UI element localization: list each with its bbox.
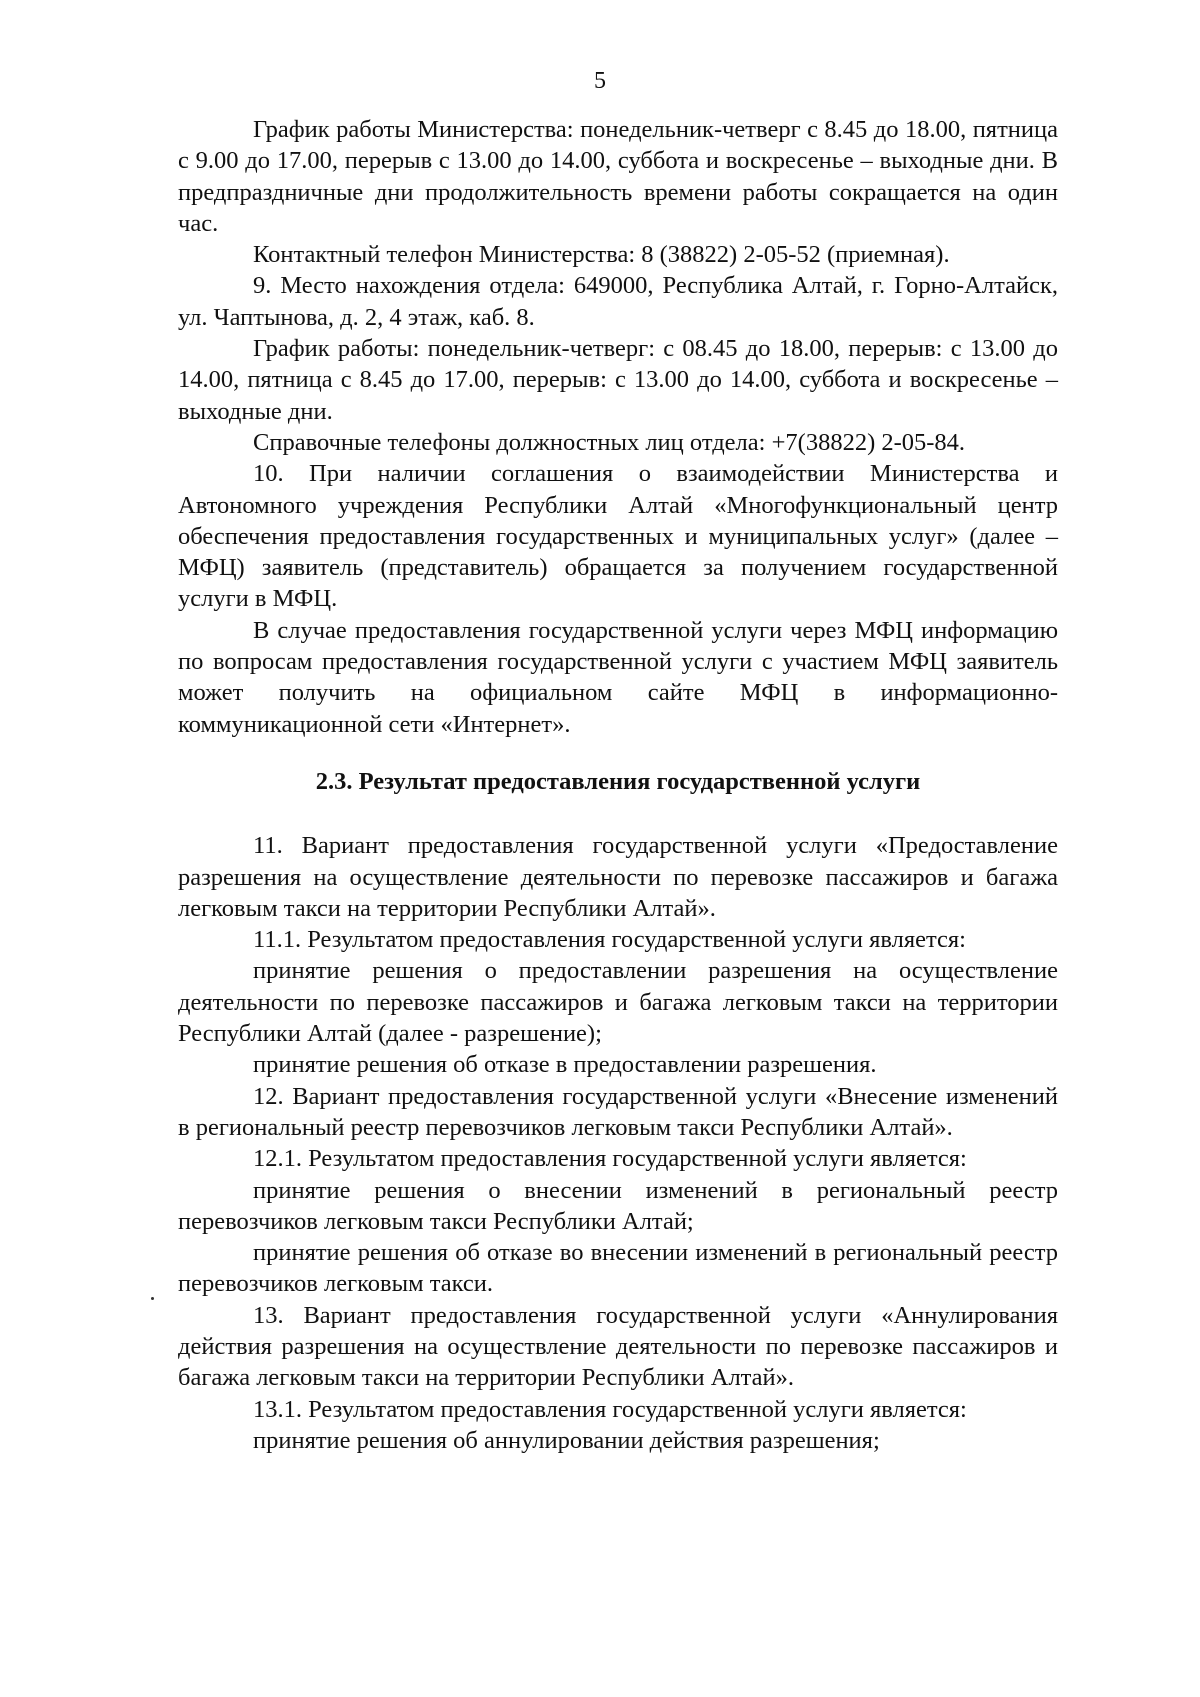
paragraph-work-schedule-ministry: График работы Министерства: понедельник-четверг с 8.45 до 18.00, пятница с 9.00 до 17.00, перерыв с 13.00 до 14.00, суббота и воскресенье – выходные дни. В предпраздничные дни продолжительность времени работы сокращается на один час. (178, 116, 1058, 237)
paragraph-department-phones: Справочные телефоны должностных лиц отдела: +7(38822) 2-05-84. (253, 428, 966, 456)
paragraph-11-1-decision-refusal: принятие решения об отказе в предоставлении разрешения. (253, 1051, 877, 1079)
paragraph-12-1-result: 12.1. Результатом предоставления государственной услуги является: (253, 1145, 967, 1173)
paragraph-10-mfc-agreement: 10. При наличии соглашения о взаимодействии Министерства и Автономного учреждения Республики Алтай «Многофункциональный центр обеспечения предоставления государственных и муниципальных услуг» (далее – МФЦ) заявитель (представитель) обращается за получением государственной услуги в МФЦ. (178, 460, 1058, 613)
paragraph-13-variant: 13. Вариант предоставления государственной услуги «Аннулирования действия разрешения на осуществление деятельности по перевозке пассажиров и багажа легковым такси на территории Республики Алтай». (178, 1301, 1058, 1392)
paragraph-11-1-result: 11.1. Результатом предоставления государственной услуги является: (253, 926, 966, 954)
paragraph-13-1-result: 13.1. Результатом предоставления государственной услуги является: (253, 1395, 967, 1423)
paragraph-9-department-location: 9. Место нахождения отдела: 649000, Республика Алтай, г. Горно-Алтайск, ул. Чаптынова, д. 2, 4 этаж, каб. 8. (178, 272, 1058, 331)
paragraph-12-1-decision-changes: принятие решения о внесении изменений в региональный реестр перевозчиков легковым такси Республики Алтай; (178, 1176, 1058, 1235)
paragraph-12-1-decision-refusal: принятие решения об отказе во внесении изменений в региональный реестр перевозчиков легковым такси. (178, 1239, 1058, 1298)
paragraph-13-1-decision-annul: принятие решения об аннулировании действия разрешения; (253, 1426, 880, 1454)
section-heading: 2.3. Результат предоставления государственной услуги (315, 767, 921, 795)
paragraph-11-1-decision-grant: принятие решения о предоставлении разрешения на осуществление деятельности по перевозке пассажиров и багажа легковым такси на территории Республики Алтай (далее - разрешение); (178, 957, 1058, 1048)
paragraph-12-variant: 12. Вариант предоставления государственной услуги «Внесение изменений в региональный реестр перевозчиков легковым такси Республики Алтай». (178, 1082, 1058, 1141)
paragraph-ministry-phone: Контактный телефон Министерства: 8 (38822) 2-05-52 (приемная). (253, 241, 950, 269)
paragraph-mfc-information: В случае предоставления государственной услуги через МФЦ информацию по вопросам предоставления государственной услуги с участием МФЦ заявитель может получить на официальном сайте МФЦ в информационно-коммуникационной сети «Интернет». (178, 616, 1058, 738)
page-number: 5 (594, 68, 606, 94)
document-body (178, 114, 1058, 1456)
paragraph-department-schedule: График работы: понедельник-четверг: с 08.45 до 18.00, перерыв: с 13.00 до 14.00, пятница с 8.45 до 17.00, перерыв: с 13.00 до 14.00, суббота и воскресенье – выходные дни. (178, 335, 1058, 425)
scan-artifact-dot (151, 1297, 154, 1300)
paragraph-11-variant: 11. Вариант предоставления государственной услуги «Предоставление разрешения на осуществление деятельности по перевозке пассажиров и багажа легковым такси на территории Республики Алтай». (178, 832, 1058, 922)
